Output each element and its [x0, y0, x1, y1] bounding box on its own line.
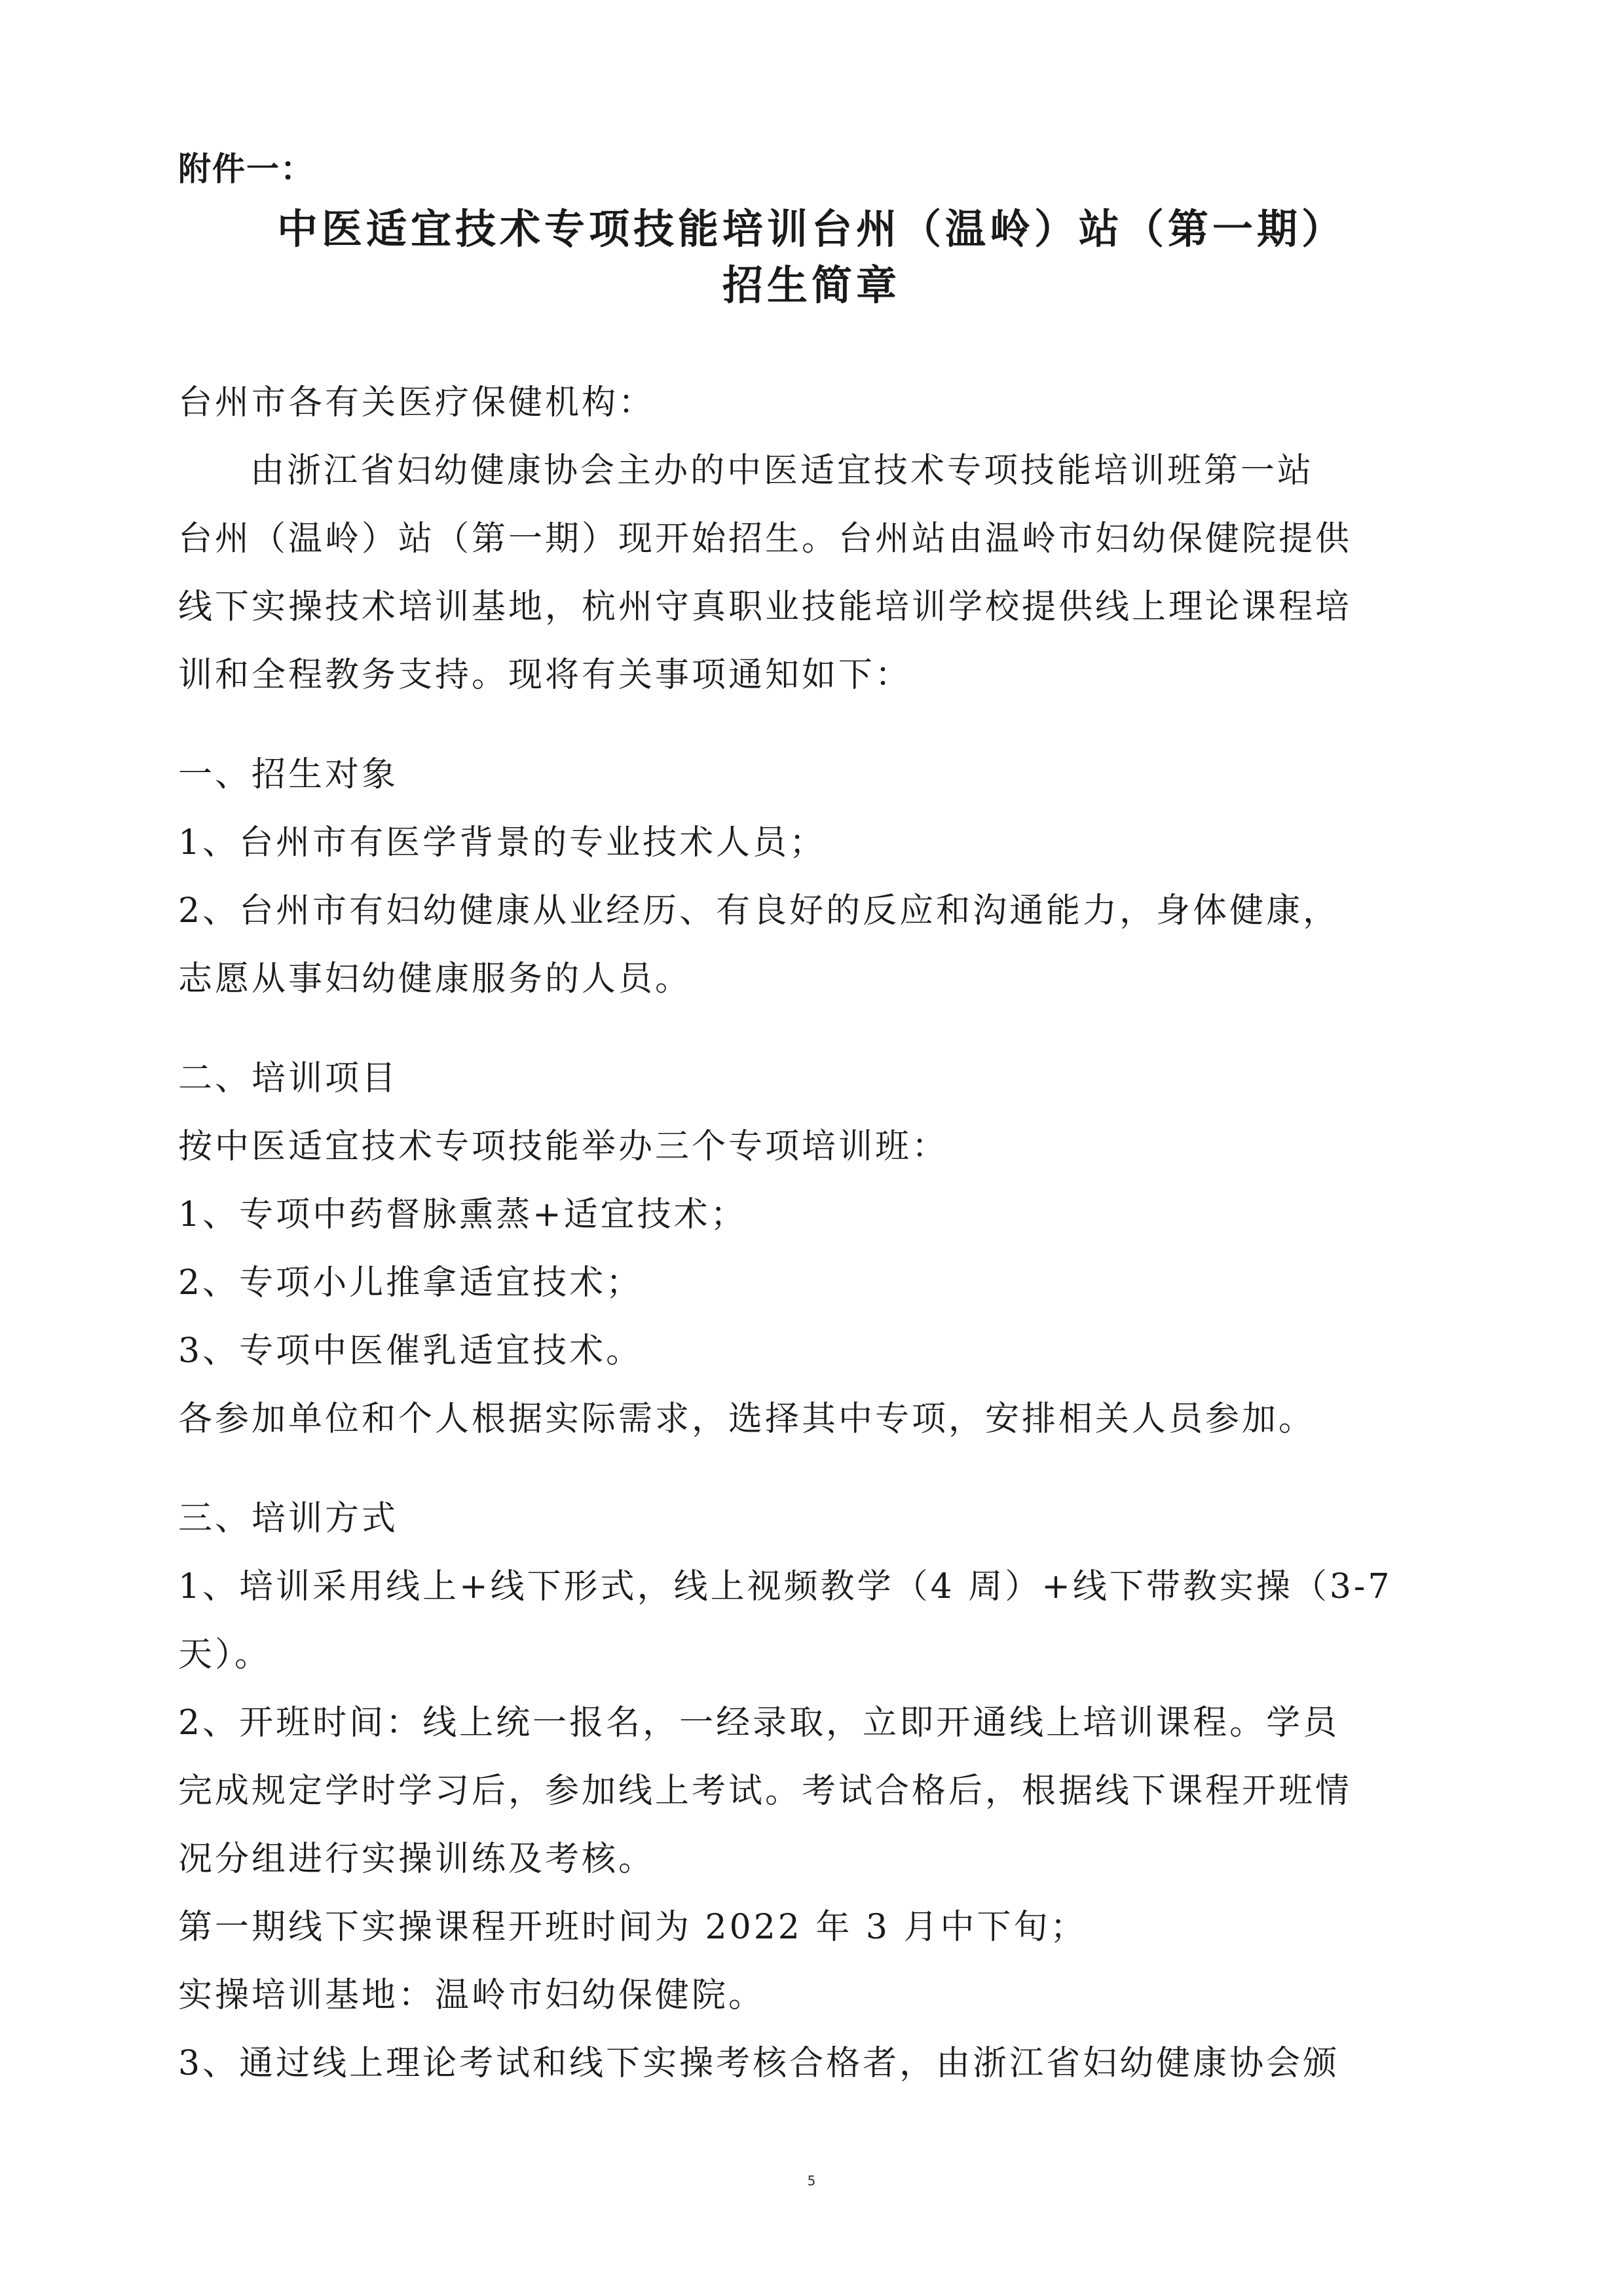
- section-line: 第一期线下实操课程开班时间为 2022 年 3 月中下旬；: [178, 1908, 1087, 1947]
- section-line: 1、专项中药督脉熏蒸+适宜技术；: [178, 1195, 747, 1234]
- section-line: 1、台州市有医学背景的专业技术人员；: [178, 823, 827, 862]
- document-body: [178, 369, 1445, 2098]
- section-line: 1、培训采用线上+线下形式，线上视频教学（4 周）+线下带教实操（3-7: [178, 1567, 1392, 1606]
- intro-line: 台州（温岭）站（第一期）现开始招生。台州站由温岭市妇幼保健院提供: [178, 519, 1352, 559]
- section-line: 2、开班时间：线上统一报名，一经录取，立即开通线上培训课程。学员: [178, 1703, 1340, 1743]
- section-line: 完成规定学时学习后，参加线上考试。考试合格后，根据线下课程开班情: [178, 1771, 1352, 1811]
- page-number: 5: [807, 2173, 816, 2189]
- section-line: 2、台州市有妇幼健康从业经历、有良好的反应和沟通能力，身体健康，: [178, 891, 1340, 931]
- intro-line: 线下实操技术培训基地，杭州守真职业技能培训学校提供线上理论课程培: [178, 587, 1352, 627]
- attachment-label: 附件一：: [178, 149, 314, 188]
- paragraph-gap: [178, 1453, 1445, 1485]
- section-line: 3、通过线上理论考试和线下实操考核合格者，由浙江省妇幼健康协会颁: [178, 2044, 1340, 2083]
- paragraph-gap: [178, 709, 1445, 741]
- section-line: 按中医适宜技术专项技能举办三个专项培训班：: [178, 1127, 949, 1166]
- section-line: 3、专项中医催乳适宜技术。: [178, 1331, 643, 1371]
- section-line: 2、专项小儿推拿适宜技术；: [178, 1263, 643, 1303]
- section-heading: 三、培训方式: [178, 1499, 399, 1538]
- salutation: 台州市各有关医疗保健机构：: [178, 383, 656, 422]
- intro-line: 由浙江省妇幼健康协会主办的中医适宜技术专项技能培训班第一站: [250, 451, 1315, 491]
- section-line: 天）。: [178, 1635, 272, 1675]
- document-title: 中医适宜技术专项技能培训台州（温岭）站（第一期）: [276, 205, 1346, 253]
- paragraph-gap: [178, 1013, 1445, 1045]
- intro-line: 训和全程教务支持。现将有关事项通知如下：: [178, 656, 912, 695]
- section-heading: 一、招生对象: [178, 755, 399, 794]
- section-line: 各参加单位和个人根据实际需求，选择其中专项，安排相关人员参加。: [178, 1399, 1316, 1439]
- section-heading: 二、培训项目: [178, 1059, 399, 1098]
- section-line: 志愿从事妇幼健康服务的人员。: [178, 959, 692, 999]
- section-line: 况分组进行实操训练及考核。: [178, 1840, 656, 1879]
- document-subtitle: 招生简章: [722, 261, 901, 309]
- section-line: 实操培训基地：温岭市妇幼保健院。: [178, 1976, 766, 2015]
